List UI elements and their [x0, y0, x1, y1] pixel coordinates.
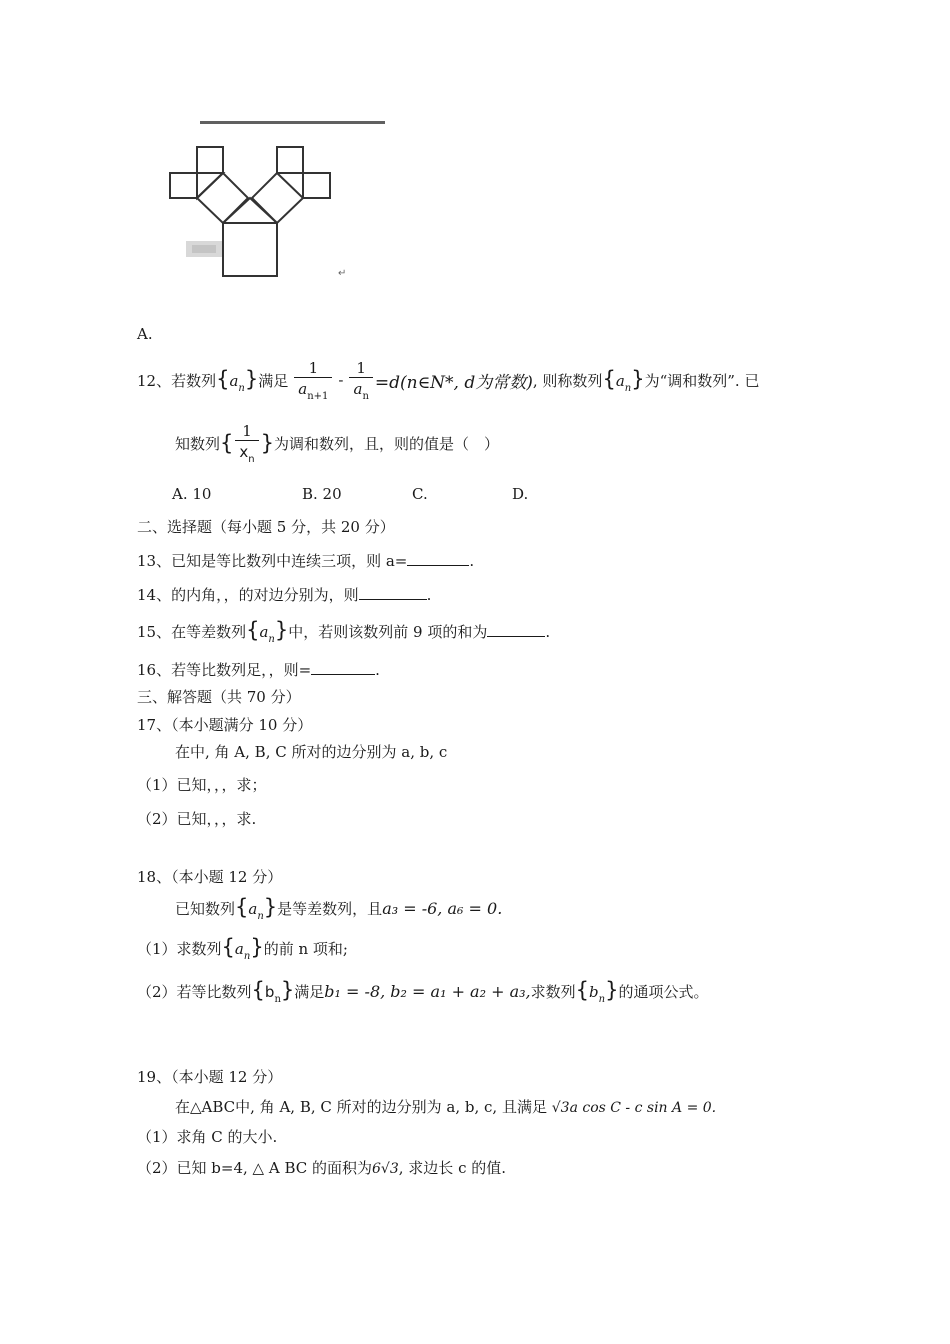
figure-area	[160, 110, 360, 290]
q12-seq2: $\{a_n\}$	[602, 366, 645, 394]
q17-head: 17、（本小题满分 10 分）	[137, 716, 313, 734]
q12-line1	[137, 355, 759, 405]
q12-frac1: $\frac{1}{a_{n+1}}$	[294, 359, 332, 402]
q19-condition: √3a cos C - c sin A = 0.	[551, 1100, 717, 1116]
q12-mid1: 满足	[258, 371, 289, 390]
q13: 13、已知是等比数列中连续三项，则 a= .	[137, 552, 475, 570]
q12-suffix1: , 则称数列	[532, 371, 603, 390]
q15-blank[interactable]	[487, 636, 545, 637]
q12-minus: -	[338, 371, 344, 389]
q12-suffix2: 为“调和数列”. 已	[644, 371, 760, 390]
q18-part2: （2）若等比数列$\{b_n\}$满足b₁ = -8, b₂ = a₁ + a₂ + a₃,求数列$\{b_n\}$的通项公式。	[137, 978, 709, 1005]
q16: 16、若等比数列足，，则= .	[137, 661, 380, 679]
q11-option-a: A.	[137, 325, 153, 343]
q17-part1: （1）已知，，，求；	[137, 776, 267, 794]
q12-option-a: A. 10	[172, 485, 212, 503]
q12-frac2: $\frac{1}{a_n}$	[349, 359, 372, 402]
q12-line2-suffix: 为调和数列，且，则的值是（ ）	[274, 434, 500, 453]
section2-heading: 二、选择题（每小题 5 分，共 20 分）	[137, 518, 395, 536]
q18-line: 已知数列$\{a_n\}$是等差数列，且a₃ = -6, a₆ = 0.	[175, 895, 503, 922]
q19-head: 19、（本小题 12 分）	[137, 1068, 283, 1086]
q12-option-b: B. 20	[302, 485, 342, 503]
q14: 14、的内角，，的对边分别为，则 .	[137, 586, 432, 604]
brace-open: {	[220, 431, 234, 455]
q16-blank[interactable]	[311, 674, 375, 675]
brace-close: }	[260, 431, 274, 455]
q19-part1: （1）求角 C 的大小.	[137, 1128, 278, 1146]
q12-x-frac: $\frac{1}{x_n}$	[235, 422, 258, 465]
q15: 15、在等差数列$\{a_n\}$中，若则该数列前 9 项的和为 .	[137, 618, 551, 645]
q12-option-d: D.	[512, 485, 529, 503]
q19-part2: （2）已知 b=4, △ A BC 的面积为6√3, 求边长 c 的值.	[137, 1159, 507, 1177]
q19-line: 在△ABC中, 角 A, B, C 所对的边分别为 a, b, c, 且满足 √3a cos C - c sin A = 0.	[175, 1098, 717, 1116]
q14-blank[interactable]	[359, 599, 427, 600]
q12-line2	[175, 418, 499, 468]
q19-area: 6√3	[372, 1161, 399, 1177]
q18-head: 18、（本小题 12 分）	[137, 868, 283, 886]
return-mark: ↵	[338, 268, 347, 279]
q17-part2: （2）已知，，，求.	[137, 810, 257, 828]
geometry-net-figure	[160, 110, 360, 290]
q12-seq: $\{a_n\}$	[216, 366, 259, 394]
q17-line: 在中, 角 A, B, C 所对的边分别为 a, b, c	[175, 743, 448, 761]
q12-prefix: 12、若数列	[137, 371, 217, 390]
q12-line2-prefix: 知数列	[175, 434, 221, 453]
q13-blank[interactable]	[407, 565, 469, 566]
section3-heading: 三、解答题（共 70 分）	[137, 688, 301, 706]
q12-option-c: C.	[412, 485, 428, 503]
q12-eq-tail: =d(n∈N*, d为常数)	[374, 372, 533, 393]
q18-part1: （1）求数列$\{a_n\}$的前 n 项和;	[137, 935, 348, 962]
